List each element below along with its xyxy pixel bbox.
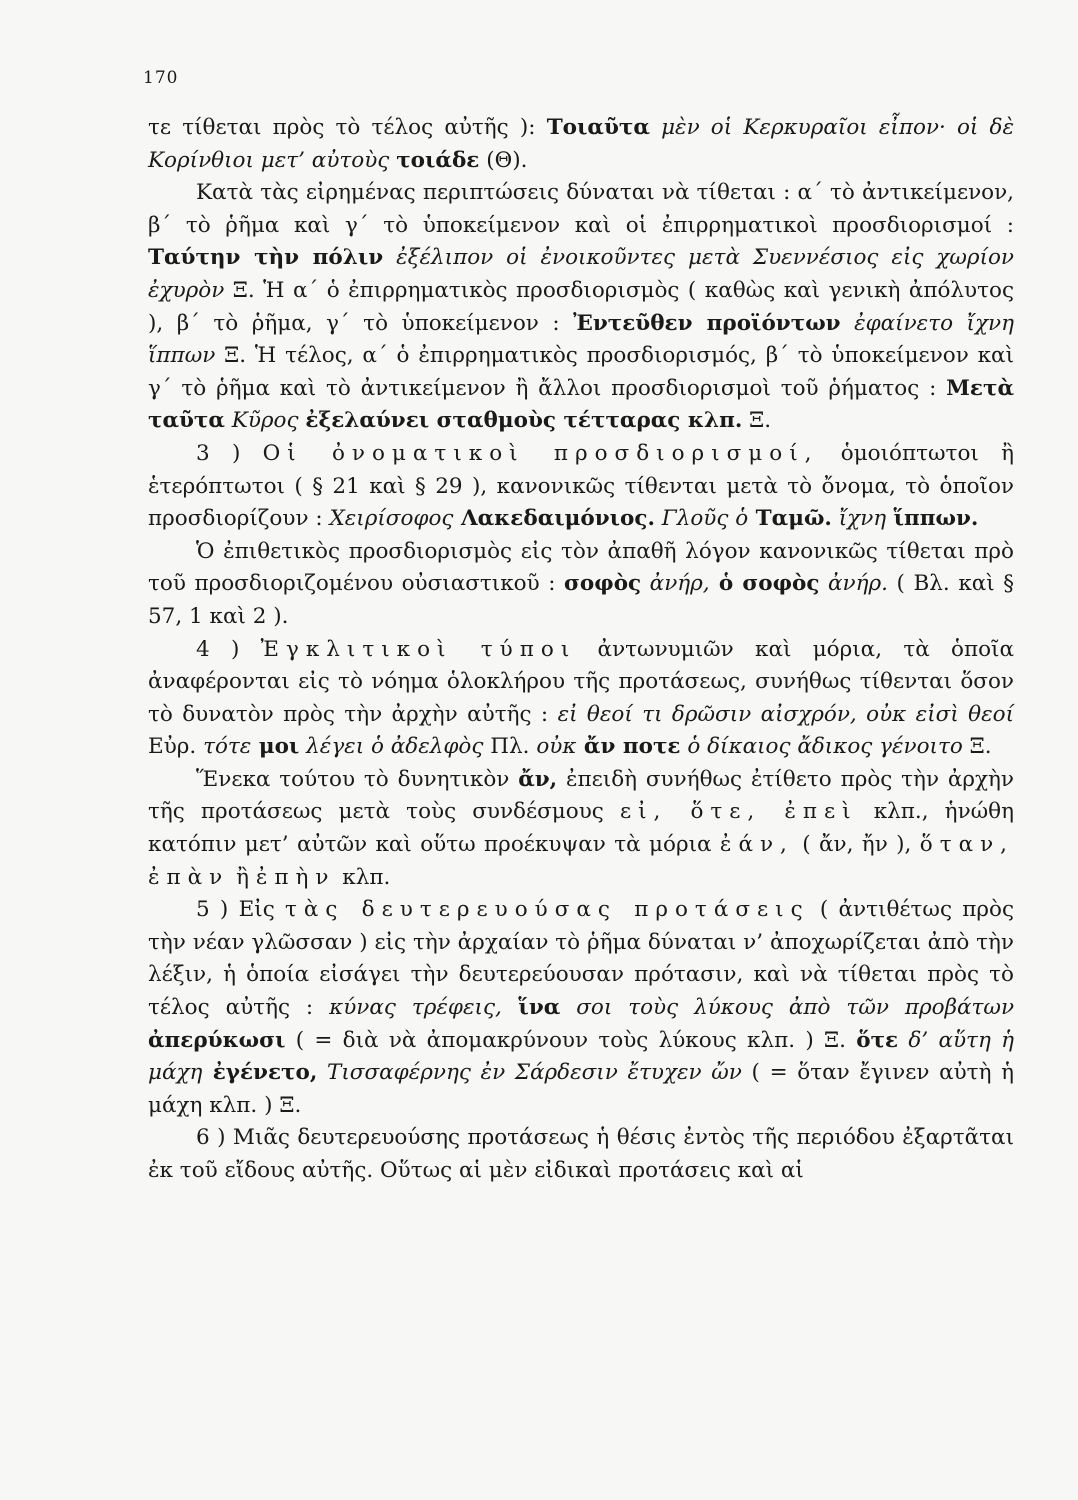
spaced-term: τὰς δευτερευούσας προτάσεις bbox=[284, 897, 810, 923]
bold-example: Λακεδαιμόνιος. bbox=[453, 506, 655, 532]
italic-example: ἐφαίνετο ἴχνη ἵππων bbox=[148, 310, 1014, 369]
bold-example: Ταμῶ. bbox=[748, 506, 832, 532]
text-run: ὁμοιόπτωτοι ἢ ἑτερόπτωτοι ( § 21 καὶ § 29 ), κανονικῶς τίθενται μετὰ τὸ ὄνομα, τὸ ὁποῖον προσδιορίζουν : bbox=[148, 440, 1014, 532]
italic-example: ἀνήρ. bbox=[819, 571, 888, 597]
paragraph-6 bbox=[148, 764, 1014, 894]
text-run: ( ἄν, ἤν ), bbox=[793, 832, 920, 858]
italic-example: Κῦρος bbox=[224, 408, 306, 434]
bold-example: ἀπερύκωσι bbox=[148, 1027, 286, 1053]
italic-example: τότε bbox=[203, 734, 252, 760]
text-run: Ὁ ἐπιθετικὸς προσδιορισμὸς εἰς τὸν ἀπαθῆ λόγον κανονικῶς τίθεται πρὸ τοῦ προσδιοριζομένου οὐσιαστικοῦ : bbox=[148, 538, 1014, 597]
text-run: 5 ) Εἰς bbox=[196, 897, 285, 923]
text-run: ἀντωνυμιῶν καὶ μόρια, τὰ ὁποῖα ἀναφέρονται εἰς τὸ νόημα ὁλοκλήρου τῆς προτάσεως, συνήθως τίθενται ὅσον τὸ δυνατὸν πρὸς τὴν ἀρχὴν αὐτῆς : bbox=[148, 636, 1015, 727]
text-run: Ξ. Ἡ α΄ ὁ ἐπιρρηματικὸς προσδιορισμὸς ( καθὼς καὶ γενικὴ ἀπόλυτος ), β΄ τὸ ῥῆμα, γ΄ τὸ ὑποκείμενον : bbox=[148, 277, 1014, 336]
text-run: τε τίθεται πρὸς τὸ τέλος αὐτῆς ): bbox=[148, 115, 547, 140]
italic-example: Τισσαφέρνης ἐν Σάρδεσιν ἔτυχεν ὤν bbox=[317, 1060, 742, 1086]
text-run: Ἕνεκα τούτου τὸ δυνητικὸν bbox=[196, 766, 519, 792]
italic-example: οὐκ bbox=[536, 734, 577, 760]
italic-example: λέγει ὁ ἀδελφὸς bbox=[299, 734, 484, 760]
text-run: Εὐρ. bbox=[148, 734, 204, 760]
text-run: κλπ. bbox=[335, 864, 391, 890]
spaced-term: ἐάν, bbox=[719, 832, 794, 858]
spaced-term: Οἱ ὀνοματικοὶ προσδιορισμοί, bbox=[262, 440, 819, 466]
bold-example: σοφὸς bbox=[564, 571, 642, 597]
text-run: ( = ὅταν ἔγινεν αὐτὴ ἡ μάχη κλπ. ) Ξ. bbox=[148, 1060, 1014, 1118]
section-number: 3 ) bbox=[196, 440, 263, 466]
text-run: Πλ. bbox=[483, 734, 537, 760]
text-run: Κατὰ τὰς εἰρημένας περιπτώσεις δύναται νὰ τίθεται : α΄ τὸ ἀντικείμενον, β΄ τὸ ῥῆμα καὶ γ΄ τὸ ὑποκείμενον καὶ οἱ ἐπιρρηματικοὶ προσδιορισμοί : bbox=[148, 180, 1014, 238]
paragraph-4 bbox=[148, 536, 1014, 634]
paragraph-2 bbox=[148, 177, 1014, 438]
text-run: 6 ) Μιᾶς δευτερευούσης προτάσεως ἡ θέσις ἐντὸς τῆς περιόδου ἐξαρτᾶται ἐκ τοῦ εἴδους αὐτῆς. Οὕτως αἱ μὲν εἰδικαὶ προτάσεις καὶ αἱ bbox=[148, 1125, 1014, 1183]
italic-example: Χειρίσοφος bbox=[329, 506, 454, 532]
text-run: ἐπειδὴ συνήθως ἐτίθετο πρὸς τὴν ἀρχὴν τῆς προτάσεως μετὰ τοὺς συνδέσμους bbox=[148, 766, 1014, 825]
italic-example: ἀνήρ, bbox=[641, 571, 710, 597]
bold-example: Τοιαῦτα bbox=[546, 115, 650, 140]
spaced-term: ὅταν, ἐπὰν bbox=[148, 832, 1015, 890]
text-run: Ξ. Ἡ τέλος, α΄ ὁ ἐπιρρηματικὸς προσδιορισμός, β΄ τὸ ὑποκείμενον καὶ γ΄ τὸ ῥῆμα καὶ τὸ ἀντικείμενον ἢ ἄλλοι προσδιορισμοὶ τοῦ ῥήματος : bbox=[148, 343, 1014, 401]
italic-example: ὁ δίκαιος ἄδικος γένοιτο bbox=[680, 734, 963, 760]
paragraph-5 bbox=[148, 634, 1014, 764]
text-run: (Θ). bbox=[479, 147, 528, 173]
bold-example: Ταύτην τὴν πόλιν bbox=[148, 245, 384, 271]
bold-example: ἵνα bbox=[501, 995, 561, 1021]
paragraph-8 bbox=[148, 1122, 1014, 1187]
italic-example: ἴχνη bbox=[831, 506, 887, 532]
bold-example: Μετὰ ταῦτα bbox=[148, 375, 1014, 434]
paragraph-3 bbox=[148, 438, 1014, 536]
bold-example: ἐξελαύνει σταθμοὺς τέτταρας κλπ. bbox=[305, 408, 743, 434]
paragraph-7 bbox=[148, 894, 1014, 1122]
italic-example: σοι τοὺς λύκους ἀπὸ τῶν προβάτων bbox=[560, 995, 1015, 1021]
text-run: ( ἀντιθέτως πρὸς τὴν νέαν γλῶσσαν ) εἰς τὴν ἀρχαίαν τὸ ῥῆμα δύναται ν’ ἀποχωρίζεται ἀπὸ τὴν λέξιν, ἡ ὁποία εἰσάγει τὴν δευτερεύουσαν πρότασιν, καὶ νὰ τίθεται πρὸς τὸ τέλος αὐτῆς : bbox=[148, 897, 1014, 1021]
bold-example: τοιάδε bbox=[396, 147, 480, 173]
text-run: κλπ., ἡνώθη κατόπιν μετ’ αὐτῶν καὶ οὕτω προέκυψαν τὰ μόρια bbox=[148, 799, 1014, 858]
bold-example: ἄν, bbox=[518, 766, 558, 792]
italic-example: δ’ αὕτη ἡ μάχη bbox=[148, 1027, 1014, 1086]
bold-example: ὅτε bbox=[856, 1027, 899, 1053]
text-run: Ξ. bbox=[742, 408, 772, 434]
paragraph-1 bbox=[148, 112, 1014, 177]
text-run: ( Βλ. καὶ § 57, 1 καὶ 2 ). bbox=[148, 571, 1015, 629]
italic-example: Γλοῦς ὁ bbox=[654, 506, 749, 532]
bold-example: ὁ σοφὸς bbox=[709, 571, 820, 597]
text-run: ( = διὰ νὰ ἀπομακρύνουν τοὺς λύκους κλπ. ) Ξ. bbox=[285, 1027, 857, 1053]
spaced-term: ἐπὴν bbox=[255, 864, 336, 890]
bold-example: ἵππων. bbox=[886, 506, 979, 532]
italic-example: κύνας τρέφεις, bbox=[329, 995, 502, 1021]
text-run: Ξ. bbox=[962, 734, 992, 760]
bold-example: ἐγένετο, bbox=[202, 1060, 318, 1086]
spaced-term: εἰ, ὅτε, ἐπεὶ bbox=[619, 799, 858, 825]
text-run: ἢ bbox=[229, 864, 256, 890]
bold-example: Ἐντεῦθεν προϊόντων bbox=[573, 310, 841, 336]
spaced-term: Ἐγκλιτικοὶ τύποι bbox=[260, 636, 577, 662]
page-body bbox=[148, 112, 1014, 1188]
section-number: 4 ) bbox=[196, 636, 261, 662]
bold-example: ἄν ποτε bbox=[576, 734, 681, 760]
bold-example: μοι bbox=[251, 734, 300, 760]
italic-example: ἐξέλιπον οἱ ἐνοικοῦντες μετὰ Συεννέσιος εἰς χωρίον ἐχυρὸν bbox=[148, 245, 1015, 303]
italic-example: μὲν οἱ Κερκυραῖοι εἶπον· οἱ δὲ Κορίνθιοι μετ’ αὐτοὺς bbox=[148, 115, 1014, 173]
italic-example: εἰ θεοί τι δρῶσιν αἰσχρόν, οὐκ εἰσὶ θεοί bbox=[557, 701, 1015, 727]
page-number: 170 bbox=[143, 68, 179, 88]
